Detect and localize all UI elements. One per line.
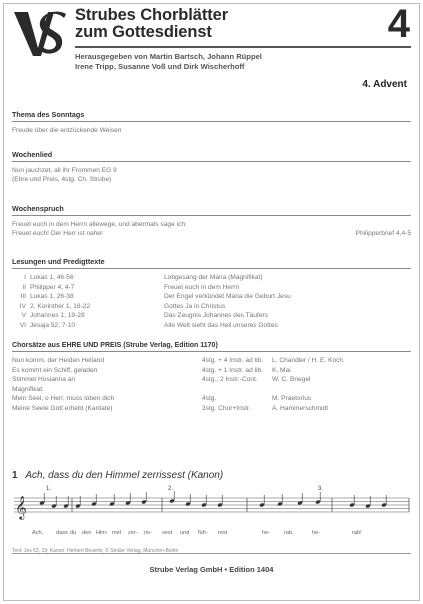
reading-numeral: IV (19, 302, 26, 310)
chorsatz-composer: M. Praetorius (272, 395, 312, 403)
chorsaetze-heading: Chorsätze aus EHRE UND PREIS (Strube Verlag, Edition 1170) (12, 342, 411, 352)
song-credit: Text: Jes 63, 19; Kanon: Herbert Beuerle; © Strube Verlag, München-Berlin (12, 548, 179, 554)
lyric-syllable: he- (262, 530, 271, 536)
footer-publisher: Strube Verlag GmbH • Edition 1404 (149, 565, 274, 574)
chorsatz-setting: 4stg. (202, 395, 217, 403)
chorsatz-setting (202, 385, 272, 395)
title-line-1: Strubes Chorblätter (75, 6, 229, 24)
lyric-syllable: du (70, 530, 77, 536)
header-divider (75, 46, 411, 48)
lyric-syllable: dass (56, 530, 68, 536)
reading-numeral: II (22, 283, 26, 291)
reading-song: Freuet euch in dem Herrn (164, 283, 240, 291)
wochenspruch-row (12, 229, 411, 238)
chorsatz-setting: 4stg. + 4 Instr. ad lib. (202, 357, 264, 364)
thema-heading: Thema des Sonntags (12, 110, 411, 122)
lyric-syllable: Him- (96, 530, 108, 536)
publication-title (75, 7, 345, 41)
reading-reference: Lukas 1, 26-38 (30, 293, 74, 301)
readings-table (12, 273, 411, 331)
lyric-syllable: mel (112, 530, 122, 536)
editors-line-1: Herausgegeben von Martin Bartsch, Johann Rüppel (75, 52, 262, 61)
issue-number: 4 (387, 2, 410, 46)
wochenlied-line-1: Nun jauchzet, all ihr Frommen EG 9 (12, 167, 117, 174)
chorsatz-composer: L. Chandler / H. E. Koch (272, 357, 344, 364)
section-wochenlied (12, 150, 411, 184)
lyric-syllable: rest (218, 530, 228, 536)
occasion-title: 4. Advent (362, 79, 407, 90)
wochenspruch-reference: Philipperbrief 4,4-5 (355, 230, 411, 237)
section-chorsaetze (12, 342, 411, 414)
chorsatz-composer: K. Mai (272, 366, 291, 374)
chorsatz-title: Mein Seel, o Herr, muss loben dich (12, 395, 115, 403)
footer-divider (12, 553, 411, 554)
lyric-syllable: ris- (144, 530, 152, 536)
lyric-syllable: und (180, 530, 190, 536)
chorsatz-title: Stimmet Hosianna an (12, 376, 76, 384)
chorsatz-composer: A. Hammerschmidt (272, 404, 329, 412)
lyric-syllable: füh- (198, 530, 208, 536)
music-staff (12, 484, 411, 544)
chorsatz-title: Nun komm, der Heiden Heiland (12, 357, 104, 364)
song-heading (12, 470, 223, 481)
chorsatz-title: Es kommt ein Schiff, geladen (12, 366, 98, 374)
canon-entry-mark: 2. (168, 486, 174, 492)
section-lesungen (12, 257, 411, 331)
lyric-syllable: rab, (284, 530, 294, 536)
wochenlied-body (12, 166, 411, 184)
wochenspruch-heading: Wochenspruch (12, 204, 411, 216)
reading-song: Alle Welt sieht das Heil unseres Gottes (164, 321, 278, 329)
lesungen-heading: Lesungen und Predigttexte (12, 257, 411, 269)
reading-numeral: I (24, 274, 26, 281)
reading-reference: Jesaja 52, 7-10 (30, 321, 76, 329)
vs-logo (12, 8, 68, 60)
reading-numeral: V (21, 312, 26, 320)
section-thema (12, 110, 411, 135)
chorsaetze-table (12, 356, 411, 414)
reading-song: Gottes Ja in Christus (164, 302, 226, 310)
section-wochenspruch (12, 204, 411, 238)
lyric-syllable: den (82, 530, 92, 536)
lyric-syllable: zer- (128, 530, 138, 536)
wochenspruch-line-1: Freuet euch in dem Herrn allewege, und abermals sage ich: (12, 221, 187, 228)
chorsatz-title: Meine Seele Gott erhebt (Kantate) (12, 404, 113, 412)
reading-reference: Lukas 1, 46-56 (30, 274, 74, 281)
canon-entry-mark: 3. (318, 486, 324, 492)
wochenlied-heading: Wochenlied (12, 150, 411, 162)
reading-reference: Philipper 4, 4-7 (30, 283, 75, 291)
reading-song: Das Zeugnis Johannes des Täufers (164, 312, 268, 320)
wochenlied-line-2: (Ehre und Preis, 4stg. Ch. Strube) (12, 176, 112, 183)
lyric-syllable: Ach, (32, 530, 44, 536)
chorsatz-composer: W. C. Briegel (272, 376, 311, 384)
editors (75, 52, 335, 72)
lyric-syllable: rab! (352, 530, 362, 536)
reading-reference: 2. Korinther 1, 18-22 (30, 302, 91, 310)
lyric-syllable: sest (162, 530, 173, 536)
canon-entry-mark: 1. (46, 486, 52, 492)
reading-song: Lobgesang der Maria (Magnifikat) (164, 274, 263, 281)
chorsatz-setting: 4stg. + 1 Instr. ad lib. (202, 366, 264, 374)
treble-clef-icon: 𝄞 (15, 495, 27, 519)
lyric-syllable: he- (312, 530, 321, 536)
reading-numeral: VI (19, 321, 26, 329)
wochenspruch-body (12, 220, 411, 238)
wochenspruch-line-2: Freuet euch! Der Herr ist nahe! (12, 230, 103, 237)
song-number: 1 (12, 470, 18, 481)
chorsatz-title: Magnifikat: (12, 385, 44, 393)
editors-line-2: Irene Tripp, Susanne Voß und Dirk Wischerhoff (75, 62, 245, 71)
song-title: Ach, dass du den Himmel zerrissest (Kanon) (25, 470, 224, 481)
chorsatz-setting: 3stg. Chor+Instr. (202, 404, 251, 412)
chorsatz-composer (272, 385, 411, 395)
thema-text: Freude über die entzückende Weisen (12, 127, 122, 134)
chorsatz-setting: 4stg., 2 Instr.-Cont. (202, 376, 258, 384)
reading-numeral: III (20, 293, 26, 301)
reading-reference: Johannes 1, 19-28 (30, 312, 85, 320)
title-line-2: zum Gottesdienst (75, 23, 212, 41)
reading-song: Der Engel verkündet Maria die Geburt Jesu (164, 293, 291, 301)
